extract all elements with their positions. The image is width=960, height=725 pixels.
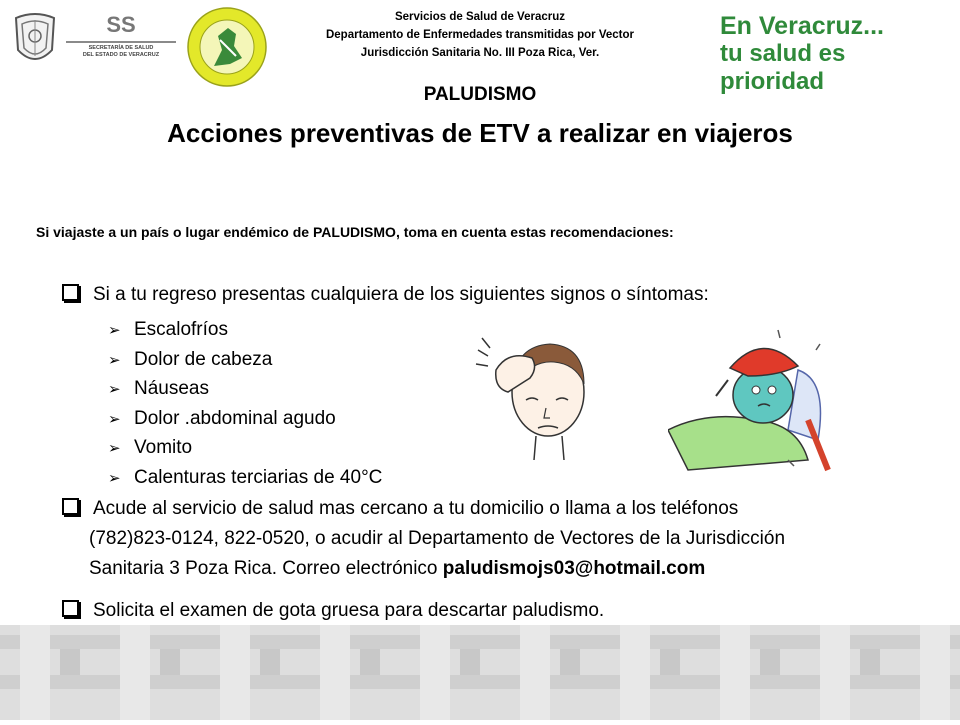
list-item [108,316,468,346]
list-item [108,375,468,405]
contact-email: paludismojs03@hotmail.com [442,558,706,579]
square-bullet-icon [62,498,79,515]
org-line-3: Jurisdicción Sanitaria No. III Poza Rica, Ver. [360,47,600,59]
symptom-text: Dolor de cabeza [134,348,273,370]
arrow-bullet-icon: ➢ [108,381,121,398]
symptom-list [108,316,468,493]
symptom-text: Dolor .abdominal agudo [134,407,336,429]
contact-text-3: Sanitaria 3 Poza Rica. Correo electrónico [89,558,443,579]
bullet-symptoms [62,280,862,310]
page-title: Acciones preventivas de ETV a realizar en viajeros [167,118,793,148]
symptom-text: Escalofríos [134,319,228,340]
ss-logo [66,12,176,68]
arrow-bullet-icon: ➢ [108,410,121,428]
symptom-text: Calenturas terciarias de 40°C [134,466,383,488]
arrow-bullet-icon: ➢ [108,322,121,339]
org-line-2: Departamento de Enfermedades transmitidas por Vector [325,29,635,41]
list-item [108,434,468,464]
bullet-symptoms-text: Si a tu regreso presentas cualquiera de los siguientes signos o síntomas: [93,284,709,305]
veracruz-seal-icon [186,6,268,88]
sick-person-illustration [668,320,838,480]
footer-pattern [0,625,960,720]
symptom-text: Vomito [134,437,193,458]
list-item [108,346,468,376]
contact-line-3 [62,554,902,584]
ss-subtitle-line2: DEL ESTADO DE VERACRUZ [82,52,160,58]
intro-text: Si viajaste a un país o lugar endémico de PALUDISMO, toma en cuenta estas recomendaciones: [36,224,674,240]
square-bullet-icon [62,600,79,617]
slogan-line-2: tu salud es prioridad [720,40,846,95]
bullet-exam [62,596,862,626]
contact-line-1 [62,494,902,524]
square-bullet-icon [62,284,79,301]
list-item [108,405,468,435]
headache-illustration [468,330,608,465]
symptom-text: Náuseas [134,378,209,399]
ss-initials: SS [106,12,136,37]
bullet-contact [62,494,902,584]
list-item [108,464,468,494]
header-organization [290,8,670,62]
topic-heading: PALUDISMO [423,84,537,105]
contact-text-1: Acude al servicio de salud mas cercano a tu domicilio o llama a los teléfonos [93,498,739,519]
org-line-1: Servicios de Salud de Veracruz [394,11,566,23]
coat-of-arms-icon [10,10,60,70]
ss-subtitle-line1: SECRETARÍA DE SALUD [88,45,154,51]
ss-divider [66,41,176,43]
contact-line-2: (782)823-0124, 822-0520, o acudir al Departamento de Vectores de la Jurisdicción [89,528,786,549]
slogan [720,12,955,96]
arrow-bullet-icon: ➢ [108,351,121,369]
arrow-bullet-icon: ➢ [108,440,121,457]
slogan-line-1: En Veracruz... [720,12,884,40]
arrow-bullet-icon: ➢ [108,469,121,487]
bullet-exam-text: Solicita el examen de gota gruesa para descartar paludismo. [93,600,605,621]
